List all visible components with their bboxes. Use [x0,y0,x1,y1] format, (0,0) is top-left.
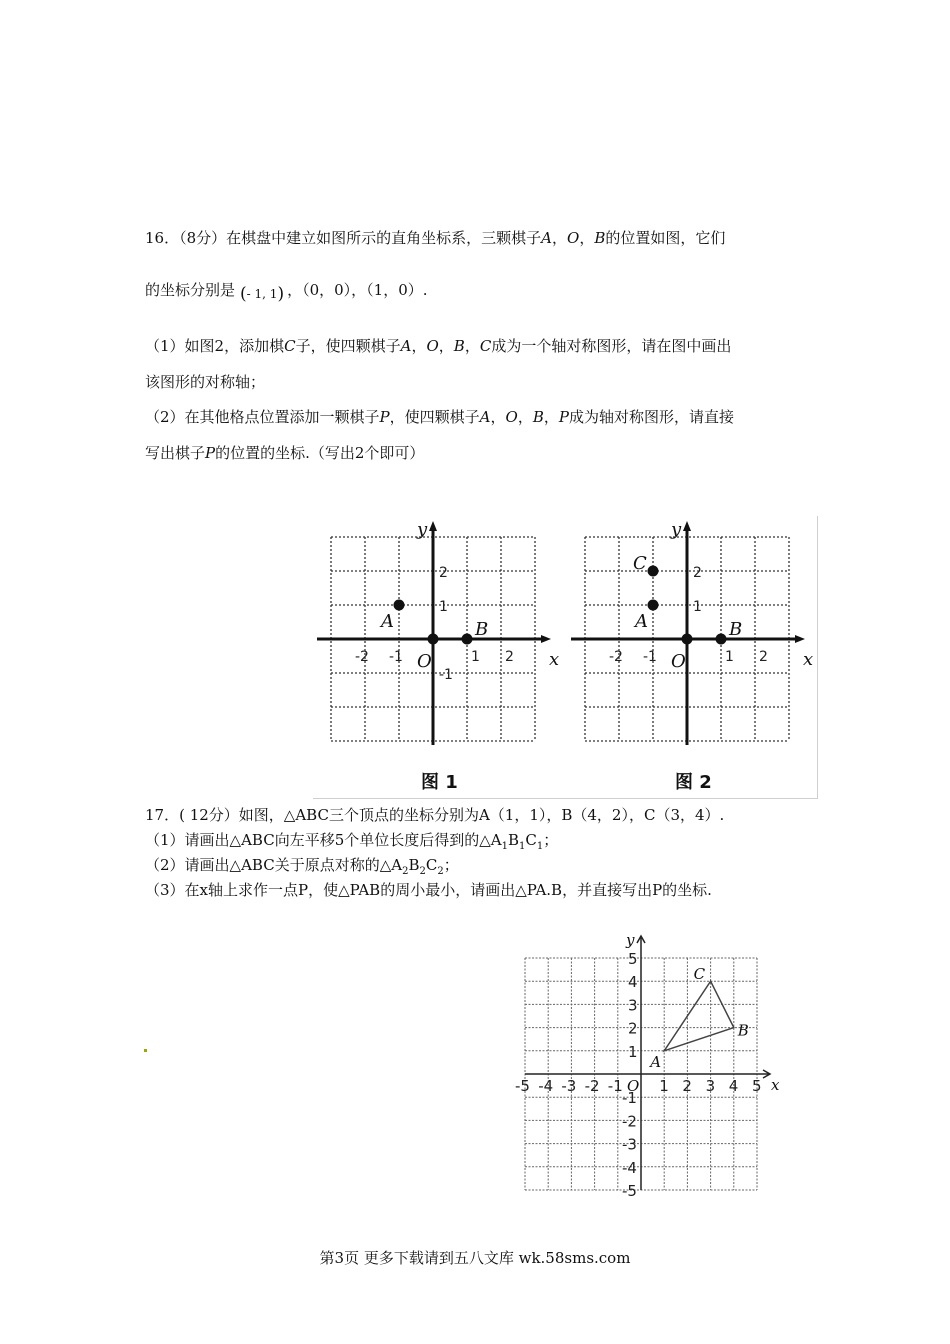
x-tick-label: 1 [725,649,734,665]
y-tick-label: 2 [693,565,702,581]
y-tick-label: 5 [628,950,638,968]
y-axis-label: y [671,519,682,540]
vertex-label-c: C [693,965,706,984]
piece-label-a: A [635,611,648,632]
question-number: 16． [145,229,180,247]
y-tick-label: -5 [622,1182,637,1200]
q17-part-2: （2）请画出△ABC关于原点对称的$\triangle A_2B_2C_2$； [145,856,459,877]
x-tick-label: -2 [355,649,369,665]
q16-part-1-line-2: 该图形的对称轴； [145,373,266,391]
q17-part-3: （3）在x轴上求作一点P，使△PAB的周小最小，请画出△PA.B，并直接写出P的坐标. [145,881,712,899]
x-tick-label: -3 [561,1077,577,1095]
q16-part-2: （2）在其他格点位置添加一颗棋子P，使四颗棋子A，O，B，P成为轴对称图形，请直接 [145,408,734,426]
piece-label-c: C [633,553,647,574]
y-axis-label: y [626,931,635,949]
vertex-label-a: A [650,1052,662,1071]
vertex-label-b: B [737,1021,749,1040]
y-axis-label: y [417,519,428,540]
x-tick-label: 1 [471,649,480,665]
x-tick-label: 3 [705,1077,716,1095]
q17-part-1: （1）请画出△ABC向左平移5个单位长度后得到的$\triangle A_1B_1C_1$； [145,831,559,852]
x-tick-label: -2 [609,649,623,665]
y-tick-label: -1 [439,667,453,683]
piece-label-b: B [729,619,743,640]
q16-line-2: 的坐标分别是( - 1, 1 ) ，（0，0），（1，0）. [145,280,428,301]
x-axis-label: x [549,649,560,670]
y-tick-label: 1 [628,1042,638,1061]
x-axis-label: x [803,649,814,670]
x-tick-label: 5 [752,1077,762,1095]
x-tick-label: -1 [389,649,403,665]
x-tick-label: -4 [538,1077,554,1095]
y-tick-label: 1 [693,599,702,615]
x-tick-label: -5 [515,1077,530,1095]
origin-label: O [671,651,686,672]
origin-label: O [627,1077,640,1095]
x-tick-label: -1 [643,649,657,665]
x-tick-label: 1 [659,1077,669,1095]
coordinate-a: ( - 1, 1 ) [237,283,287,304]
figure-17-grid [515,931,780,1200]
x-tick-label: 2 [505,649,514,665]
q16-line-1: 16．（8分）在棋盘中建立如图所示的直角坐标系，三颗棋子A，O，B的位置如图，它们 [145,229,726,247]
x-tick-label: 2 [759,649,768,665]
y-tick-label: 2 [628,1019,638,1038]
x-tick-label: -1 [607,1077,623,1095]
y-tick-label: -3 [622,1135,637,1154]
x-tick-label: 4 [728,1077,739,1095]
y-tick-label: 4 [628,973,638,992]
q16-part-1: （1）如图2，添加棋C子，使四颗棋子A，O，B，C成为一个轴对称图形，请在图中画出 [145,337,732,355]
x-tick-label: -2 [584,1077,600,1095]
y-tick-label: -2 [622,1112,637,1131]
q17-line-1: 17．( 12分）如图，△ABC三个顶点的坐标分别为A（1，1），B（4，2），C（3，4）. [145,806,725,824]
figure-caption: 图 1 [421,772,458,793]
triangle-abc [664,981,734,1051]
figure-caption: 图 2 [675,772,712,793]
x-axis-label: x [771,1076,780,1094]
x-tick-label: 2 [682,1077,692,1095]
y-tick-label: -4 [622,1158,637,1177]
y-tick-label: 1 [439,599,448,615]
y-tick-label: 2 [439,565,448,581]
origin-label: O [417,651,432,672]
piece-label-a: A [381,611,394,632]
page-footer: 第3页 更多下载请到五八文库 wk.58sms.com [319,1249,631,1267]
q16-part-2-line-2: 写出棋子P的位置的坐标.（写出2个即可） [145,444,425,462]
piece-label-b: B [475,619,489,640]
points: （8分） [179,229,227,247]
y-tick-label: 3 [628,996,638,1015]
y-tick-label: -1 [622,1089,637,1108]
